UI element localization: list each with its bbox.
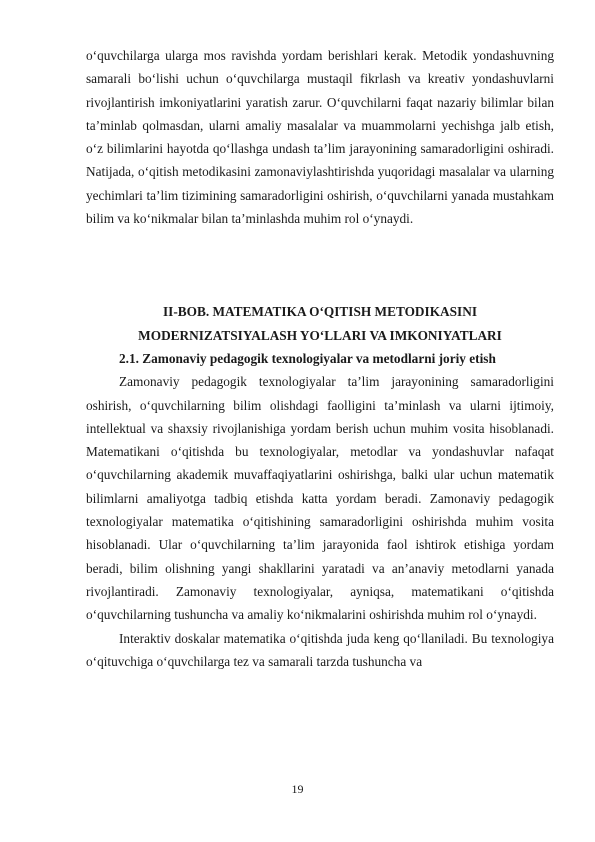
chapter-title-line-2: MODERNIZATSIYALASH YO‘LLARI VA IMKONIYATLARI xyxy=(138,327,502,343)
section-title: 2.1. Zamonaviy pedagogik texnologiyalar va metodlarni joriy etish xyxy=(119,350,496,366)
chapter-title-line-1: II-BOB. MATEMATIKA O‘QITISH METODIKASINI xyxy=(162,304,477,320)
document-page xyxy=(86,44,554,673)
opening-paragraph: o‘quvchilarga ularga mos ravishda yordam berishlari kerak. Metodik yondashuvning samarali bo‘lishi uchun o‘quvchilarga mustaqil fikrlash va kreativ yondashuvlarni rivojlantirish imkoniyatlarini yaratish zarur. O‘quvchilarni faqat nazariy bilimlar bilan ta’minlab qolmasdan, ularni amaliy masalalar va muammolarni yechishga jalb etish, o‘z bilimlarini hayotda qo‘llashga undash ta’lim jarayonining samaradorligini oshiradi. Natijada, o‘qitish metodikasini zamonaviylashtirishda yuqoridagi masalalar va ularning yechimlari ta’lim tizimining samaradorligini oshirish, o‘quvchilarni yanada mustahkam bilim va ko‘nikmalar bilan ta’minlashda muhim rol o‘ynaydi. xyxy=(86,48,554,227)
body-paragraph-1: Zamonaviy pedagogik texnologiyalar ta’lim jarayonining samaradorligini oshirish, o‘quvchilarning bilim olishdagi faolligini ta’minlash va ularni ijtimoiy, intellektual va shaxsiy rivojlanishiga yordam berish uchun muhim vosita hisoblanadi. Matematikani o‘qitishda bu texnologiyalar, metodlar va yondashuvlar nafaqat o‘quvchilarning akademik muvaffaqiyatlarini oshirishga, balki ular uchun matematik bilimlarni amaliyotga tadbiq etishda katta yordam beradi. Zamonaviy pedagogik texnologiyalar matematika o‘qitishining samaradorligini oshirishda muhim vosita hisoblanadi. Ular o‘quvchilarning ta’lim jarayonida faol ishtirok etishiga yordam beradi, bilim olishning yangi shakllarini yaratadi va an’anaviy metodlarni yanada rivojlantiradi. Zamonaviy texnologiyalar, ayniqsa, matematikani o‘qitishda o‘quvchilarning tushuncha va amaliy ko‘nikmalarini oshirishda muhim rol o‘ynaydi. xyxy=(86,374,554,623)
page-number: 19 xyxy=(291,782,304,796)
body-paragraph-2: Interaktiv doskalar matematika o‘qitishda juda keng qo‘llaniladi. Bu texnologiya o‘qituvchiga o‘quvchilarga tez va samarali tarzda tushuncha va xyxy=(86,630,554,669)
section-gap xyxy=(86,230,554,300)
